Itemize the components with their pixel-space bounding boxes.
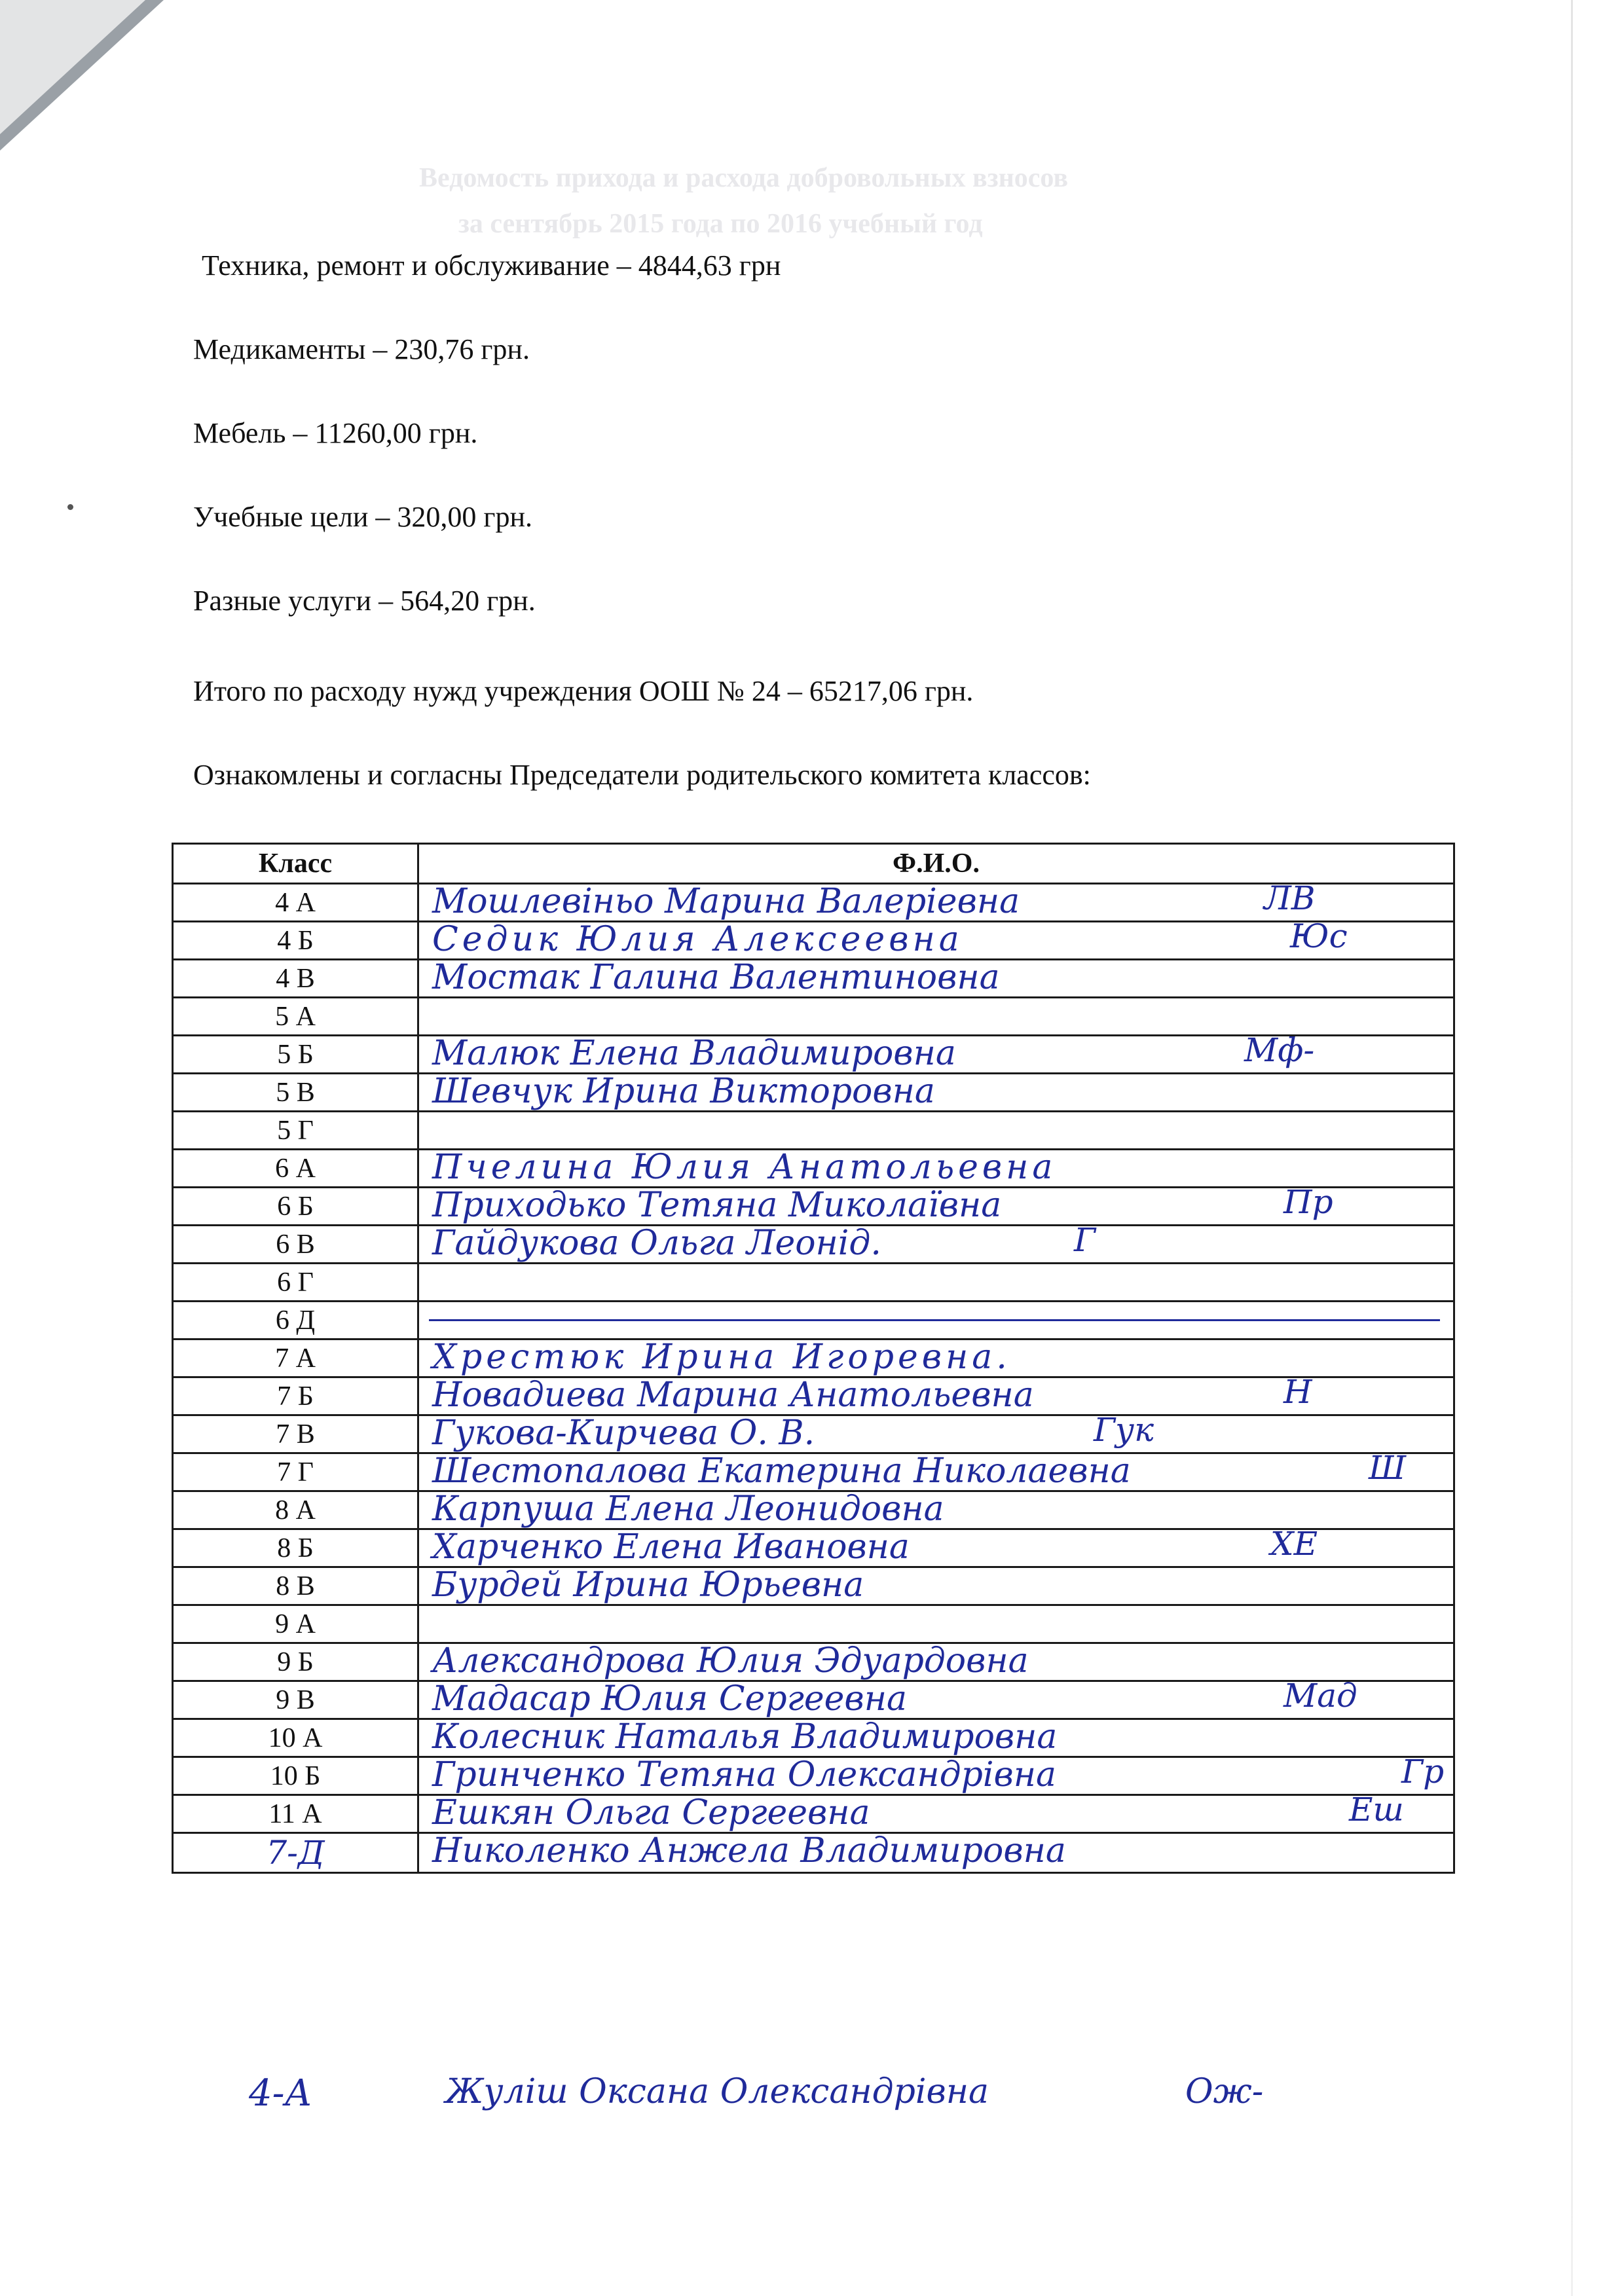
handwritten-name: Мошлевіньо Марина Валеріевна	[432, 882, 1020, 921]
table-row	[173, 1567, 1454, 1605]
row-class: 4 Б	[173, 922, 418, 960]
table-row	[173, 1491, 1454, 1529]
row-class: 6 Д	[173, 1302, 418, 1339]
handwritten-name: Шестопалова Екатерина Николаевна	[432, 1451, 1131, 1491]
row-class: 9 А	[173, 1605, 418, 1643]
row-class: 8 В	[173, 1567, 418, 1605]
row-fio	[418, 998, 1454, 1036]
signature: Еш	[1349, 1791, 1404, 1829]
table-row	[173, 1681, 1454, 1719]
handwritten-name: Малюк Елена Владимировна	[432, 1034, 956, 1073]
row-fio	[418, 1491, 1454, 1529]
line-total: Итого по расходу нужд учреждения ООШ № 24 – 65217,06 грн.	[193, 675, 974, 707]
row-fio	[418, 1302, 1454, 1339]
row-fio	[418, 1643, 1454, 1681]
row-class: 7 В	[173, 1415, 418, 1453]
table-row	[173, 1453, 1454, 1491]
bleed-through-text: Ведомость прихода и расхода добровольных взносов	[419, 163, 1069, 193]
handwritten-name: Гукова-Кирчева О. В.	[432, 1413, 815, 1453]
line-medicine: Медикаменты – 230,76 грн.	[193, 333, 530, 365]
stray-mark	[67, 504, 73, 510]
row-class: 9 Б	[173, 1643, 418, 1681]
page-edge	[1571, 0, 1573, 2296]
dash-line	[429, 1319, 1440, 1321]
signature: Г	[1074, 1221, 1096, 1259]
handwritten-name: Карпуша Елена Леонидовна	[432, 1489, 944, 1529]
table-row	[173, 960, 1454, 998]
row-fio	[418, 1112, 1454, 1150]
header-class: Класс	[173, 844, 418, 884]
table-row	[173, 1264, 1454, 1302]
row-fio	[418, 1221, 1454, 1264]
extra-handwritten-row	[249, 2072, 1362, 2131]
handwritten-name: Николенко Анжела Владимировна	[432, 1831, 1066, 1870]
handwritten-name: Шевчук Ирина Викторовна	[432, 1072, 935, 1111]
table-header	[173, 844, 1454, 884]
table-row	[173, 1074, 1454, 1112]
line-acknowledgement: Ознакомлены и согласны Председатели родительского комитета классов:	[193, 759, 1091, 791]
table-row	[173, 1719, 1454, 1757]
row-class: 10 А	[173, 1719, 418, 1757]
row-fio	[418, 1411, 1454, 1453]
row-class: 10 Б	[173, 1757, 418, 1795]
row-fio	[418, 917, 1454, 960]
row-class: 8 А	[173, 1491, 418, 1529]
table-row	[173, 1188, 1454, 1226]
row-class: 8 Б	[173, 1529, 418, 1567]
table-row	[173, 998, 1454, 1036]
handwritten-name: Мадасар Юлия Сергеевна	[432, 1679, 907, 1719]
signature: Ш	[1369, 1449, 1407, 1487]
table-row	[173, 1605, 1454, 1643]
table-row	[173, 1643, 1454, 1681]
handwritten-name: Гайдукова Ольга Леонід.	[432, 1224, 881, 1263]
handwritten-name: Ешкян Ольга Сергеевна	[432, 1793, 870, 1832]
signature: Мф-	[1244, 1031, 1315, 1069]
handwritten-name: Хрестюк Ирина Игоревна.	[432, 1338, 1011, 1377]
row-class: 9 В	[173, 1681, 418, 1719]
handwritten-name: Пчелина Юлия Анатольевна	[432, 1148, 1057, 1187]
table-row	[173, 1415, 1454, 1453]
handwritten-name: Новадиева Марина Анатольевна	[432, 1376, 1034, 1415]
signature: Гук	[1094, 1411, 1154, 1449]
row-fio	[418, 1525, 1454, 1567]
handwritten-name: Седик Юлия Алексеевна	[432, 920, 963, 959]
row-class: 5 В	[173, 1074, 418, 1112]
row-class: 6 А	[173, 1150, 418, 1188]
bleed-through-text: за сентябрь 2015 года по 2016 учебный год	[458, 209, 983, 239]
row-class: 7 А	[173, 1339, 418, 1377]
row-fio	[418, 879, 1454, 922]
row-fio	[418, 1031, 1454, 1074]
table-row	[173, 1036, 1454, 1074]
page-fold-inner	[0, 0, 145, 134]
row-class: 4 А	[173, 884, 418, 922]
signature: Пр	[1283, 1183, 1333, 1221]
row-fio	[418, 1074, 1454, 1112]
row-class: 6 В	[173, 1226, 418, 1264]
table-row	[173, 1757, 1454, 1795]
row-fio	[418, 1264, 1454, 1302]
row-fio	[418, 1753, 1454, 1795]
signature: ЛВ	[1264, 879, 1316, 917]
table-row	[173, 1377, 1454, 1415]
table-row	[173, 922, 1454, 960]
line-services: Разные услуги – 564,20 грн.	[193, 585, 536, 617]
row-fio	[418, 1791, 1454, 1833]
handwritten-name: Александрова Юлия Эдуардовна	[432, 1641, 1029, 1681]
handwritten-name: Гринченко Тетяна Олександрівна	[432, 1755, 1057, 1795]
signature: Юс	[1290, 917, 1348, 955]
row-class: 4 В	[173, 960, 418, 998]
table-row	[173, 1150, 1454, 1188]
row-class: 7 Б	[173, 1377, 418, 1415]
line-equipment: Техника, ремонт и обслуживание – 4844,63 грн	[202, 249, 781, 282]
row-class: 11 А	[173, 1795, 418, 1833]
signature: Гр	[1401, 1753, 1445, 1791]
row-fio	[418, 1183, 1454, 1226]
header-fio: Ф.И.О.	[418, 844, 1454, 884]
signature: Н	[1283, 1373, 1312, 1411]
row-fio	[418, 1339, 1454, 1377]
table-row	[173, 1112, 1454, 1150]
row-fio	[418, 1150, 1454, 1188]
handwritten-name: Колесник Наталья Владимировна	[432, 1717, 1058, 1757]
table-row	[173, 1226, 1454, 1264]
row-class: 6 Г	[173, 1264, 418, 1302]
table-row	[173, 1833, 1454, 1873]
table-row	[173, 884, 1454, 922]
row-class: 5 А	[173, 998, 418, 1036]
handwritten-name: Приходько Тетяна Миколаївна	[432, 1186, 1002, 1225]
row-fio	[418, 1605, 1454, 1643]
table-row	[173, 1795, 1454, 1833]
line-furniture: Мебель – 11260,00 грн.	[193, 417, 478, 449]
handwritten-name: Харченко Елена Ивановна	[432, 1527, 910, 1567]
handwritten-name: Бурдей Ирина Юрьевна	[432, 1565, 864, 1605]
row-class: 5 Г	[173, 1112, 418, 1150]
row-fio	[418, 1567, 1454, 1605]
row-class: 7 Г	[173, 1453, 418, 1491]
row-fio	[418, 1449, 1454, 1491]
line-study: Учебные цели – 320,00 грн.	[193, 501, 533, 533]
row-fio	[418, 1719, 1454, 1757]
row-fio	[418, 1373, 1454, 1415]
handwritten-name: Мостак Галина Валентиновна	[432, 958, 1000, 997]
row-class: 7-Д	[173, 1833, 418, 1873]
signature: Мад	[1283, 1677, 1357, 1715]
row-fio	[418, 1677, 1454, 1719]
extra-class: 4-А	[249, 2072, 312, 2115]
row-fio	[418, 1833, 1454, 1873]
extra-fio: Жуліш Оксана Олександрівна	[445, 2072, 989, 2111]
table-row	[173, 1339, 1454, 1377]
signature: ХЕ	[1270, 1525, 1318, 1563]
row-fio	[418, 960, 1454, 998]
table-row	[173, 1302, 1454, 1339]
extra-signature: Ож-	[1185, 2072, 1264, 2111]
row-class: 5 Б	[173, 1036, 418, 1074]
table-row	[173, 1529, 1454, 1567]
committee-table	[172, 843, 1455, 1874]
row-class: 6 Б	[173, 1188, 418, 1226]
